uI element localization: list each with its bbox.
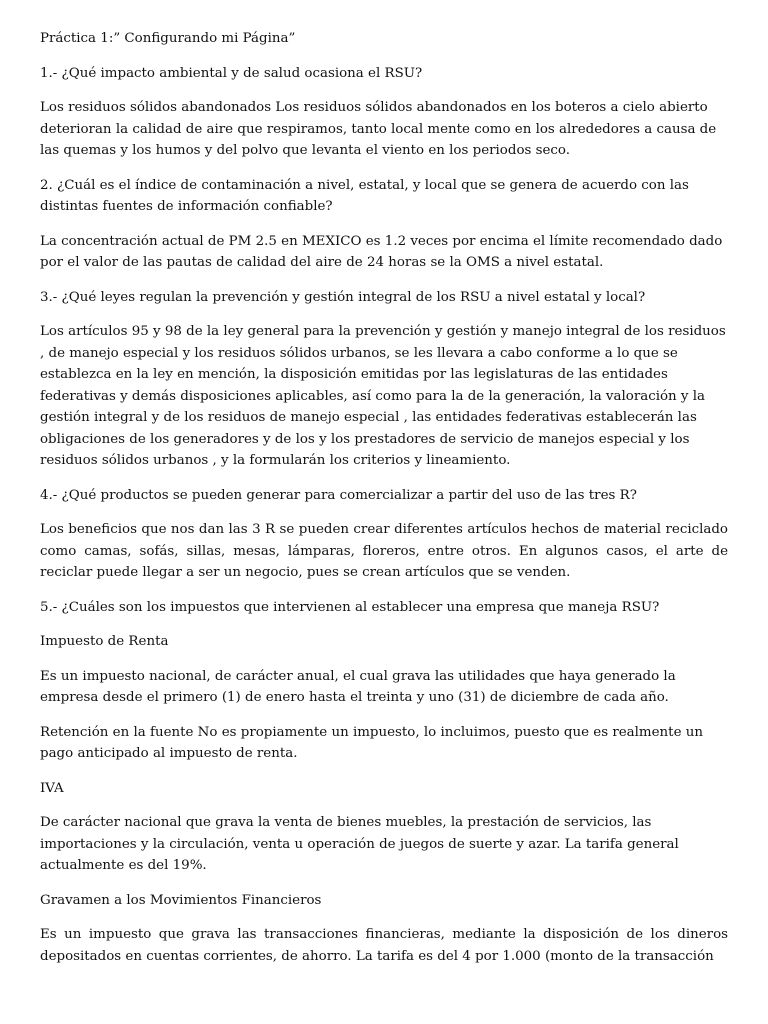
document-title: Práctica 1:” Configurando mi Página” (40, 31, 296, 46)
question-1: 1.- ¿Qué impacto ambiental y de salud ocasiona el RSU? (40, 65, 423, 81)
answer-3: Los artículos 95 y 98 de la ley general para la prevención y gestión y manejo integral de los residuos , de manejo especial y los residuos sólidos urbanos, se les llevara a cabo conforme a lo que se establezca en la ley en mención, la disposición emitidas por las legislaturas de las entidades federativas y demás disposiciones aplicables, así como para la de la generación, la valoración y la gestión integral y de los residuos de manejo especial , las entidades federativas establecerán las obligaciones de los generadores y de los y los prestadores de servicio de manejos especial y los residuos sólidos urbanos , y la formularán los criterios y lineamiento. (40, 324, 726, 468)
question-4: 4.- ¿Qué productos se pueden generar para comercializar a partir del uso de las tres R? (40, 487, 637, 503)
paragraph-retencion: Retención en la fuente No es propiamente un impuesto, lo incluimos, puesto que es realmente un pago anticipado al impuesto de renta. (40, 724, 703, 761)
question-3: 3.- ¿Qué leyes regulan la prevención y gestión integral de los RSU a nivel estatal y local? (40, 289, 646, 305)
answer-4: Los beneficios que nos dan las 3 R se pueden crear diferentes artículos hechos de material reciclado como camas, sofás, sillas, mesas, lámparas, floreros, entre otros. En algunos casos, el arte de reciclar puede llegar a ser un negocio, pues se crean artículos que se venden. (40, 522, 728, 580)
heading-iva: IVA (40, 780, 64, 796)
paragraph-gmf: Es un impuesto que grava las transacciones financieras, mediante la disposición de los dineros depositados en cuentas corrientes, de ahorro. La tarifa es del 4 por 1.000 (monto de la transacción (40, 927, 728, 964)
answer-1: Los residuos sólidos abandonados Los residuos sólidos abandonados en los boteros a cielo abierto deterioran la calidad de aire que respiramos, tanto local mente como en los alrededores a causa de las quemas y los humos y del polvo que levanta el viento en los periodos seco. (40, 100, 717, 158)
document-page (40, 28, 728, 980)
paragraph-iva: De carácter nacional que grava la venta de bienes muebles, la prestación de servicios, las importaciones y la circulación, venta u operación de juegos de suerte y azar. La tarifa general actualmente es del 19%. (40, 815, 679, 873)
heading-gmf: Gravamen a los Movimientos Financieros (40, 892, 322, 908)
answer-2: La concentración actual de PM 2.5 en MEXICO es 1.2 veces por encima el límite recomendado dado por el valor de las pautas de calidad del aire de 24 horas se la OMS a nivel estatal. (40, 233, 723, 270)
question-2: 2. ¿Cuál es el índice de contaminación a nivel, estatal, y local que se genera de acuerdo con las distintas fuentes de información confiable? (40, 177, 689, 214)
heading-impuesto-renta: Impuesto de Renta (40, 634, 169, 649)
question-5: 5.- ¿Cuáles son los impuestos que intervienen al establecer una empresa que maneja RSU? (40, 599, 660, 615)
paragraph-impuesto-renta: Es un impuesto nacional, de carácter anual, el cual grava las utilidades que haya generado la empresa desde el primero (1) de enero hasta el treinta y uno (31) de diciembre de cada año. (40, 668, 676, 705)
